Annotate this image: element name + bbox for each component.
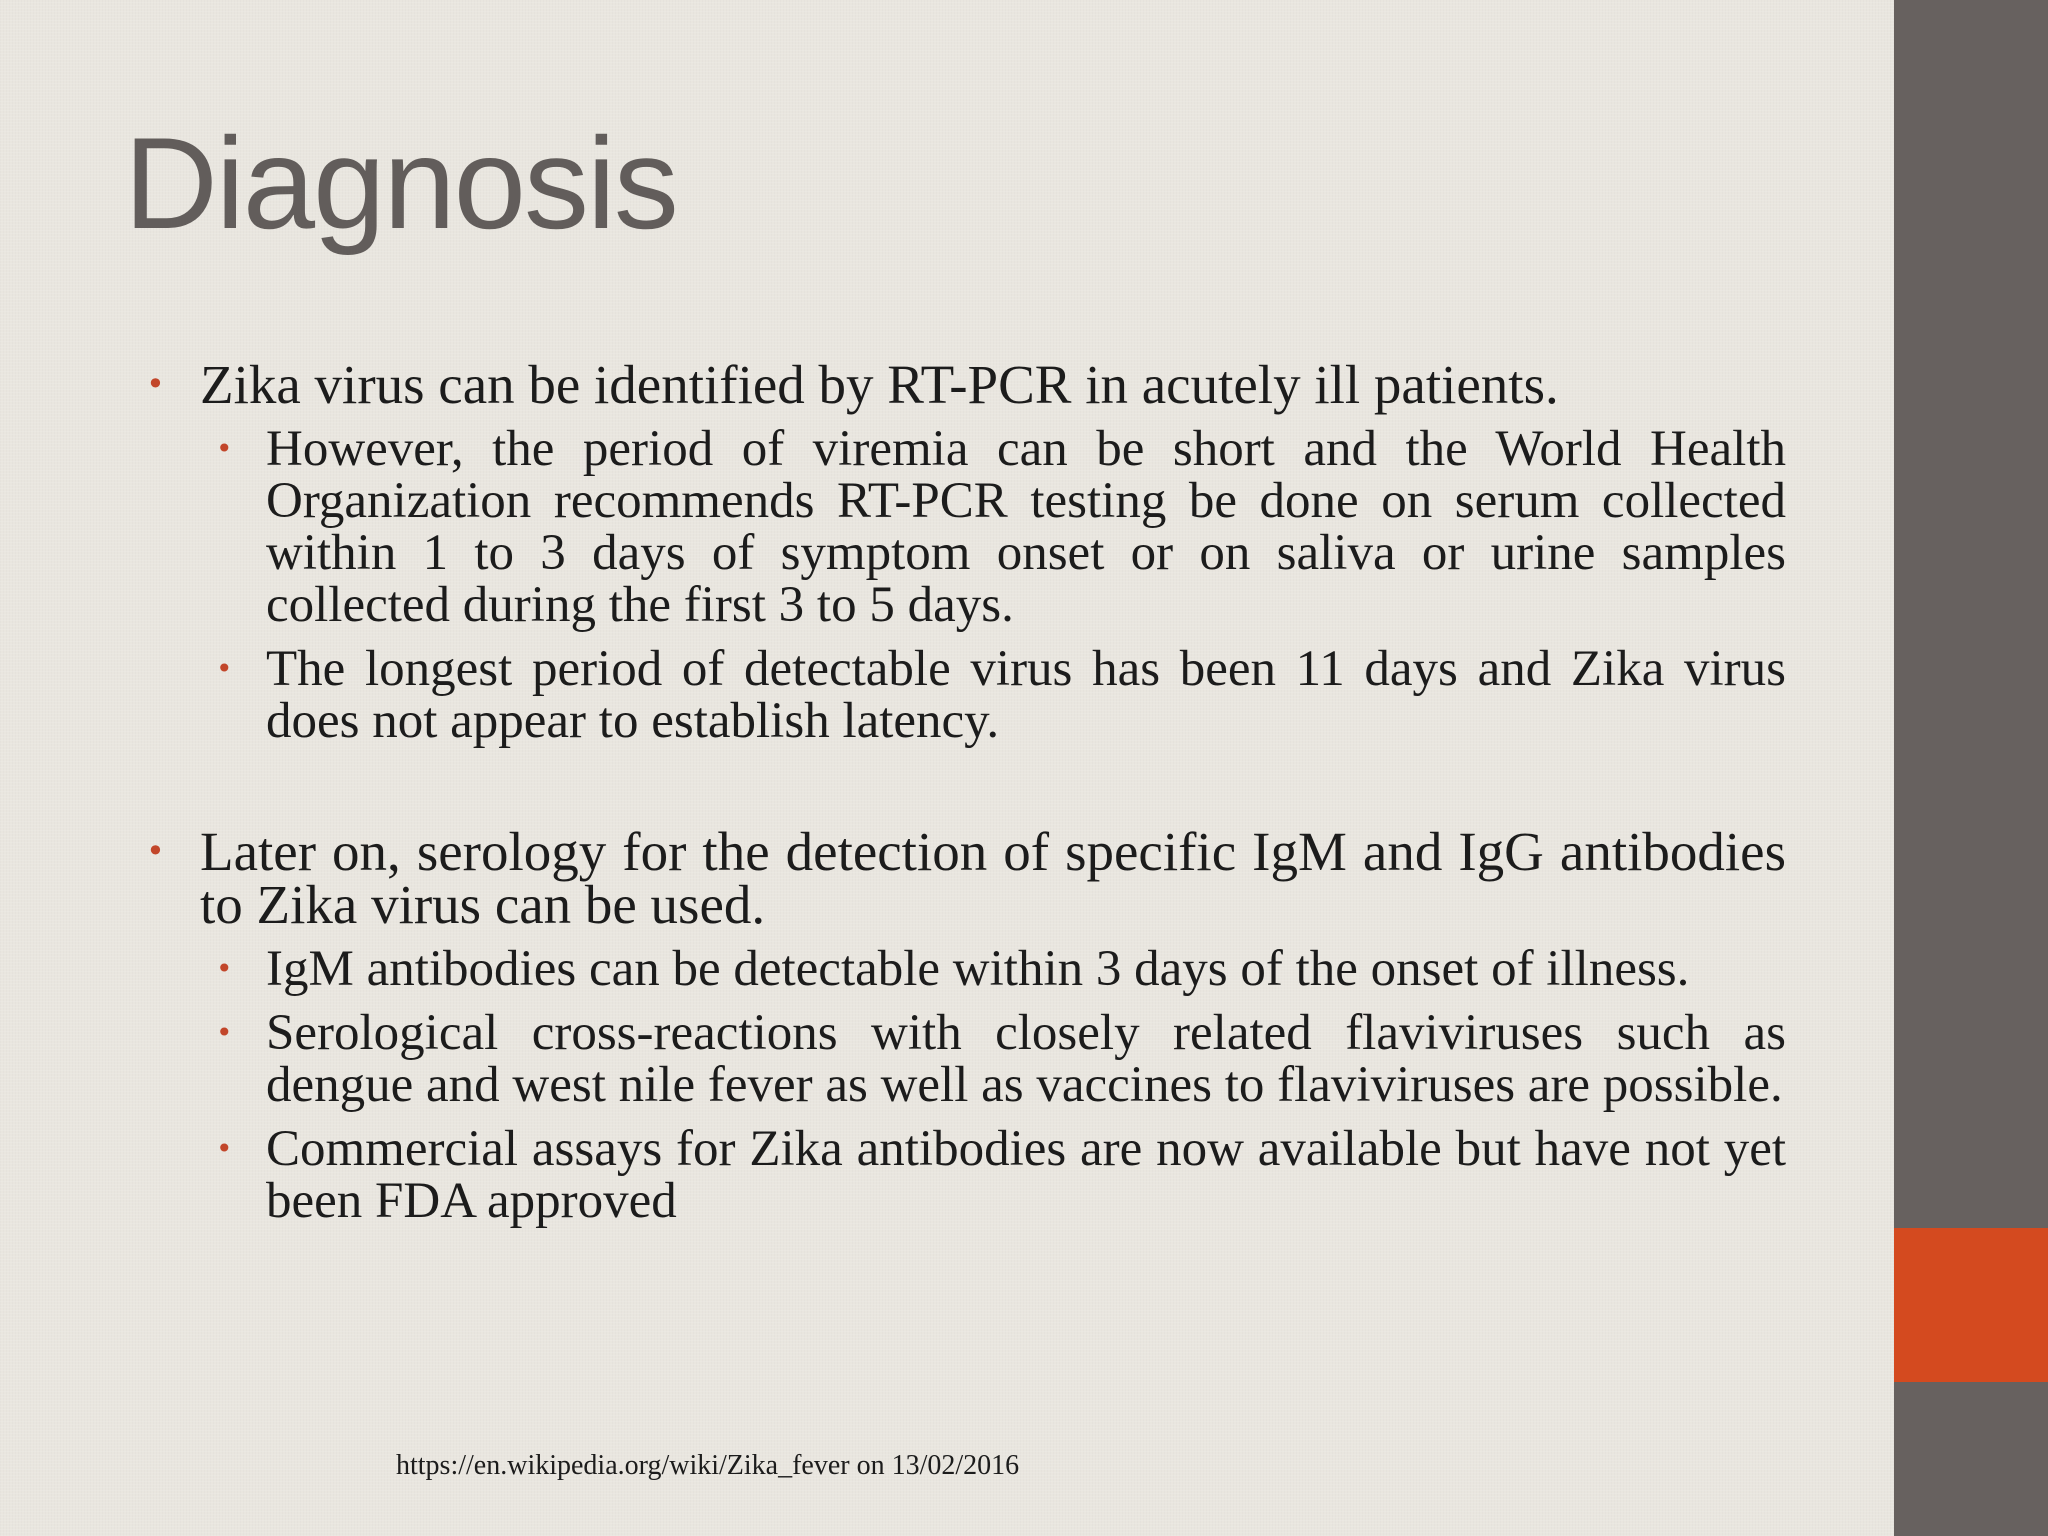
bullet-text: Zika virus can be identified by RT-PCR in acutely ill patients. <box>200 354 1559 415</box>
sub-bullet-item <box>216 641 1786 749</box>
bullet-dot-icon: • <box>146 832 165 870</box>
sub-bullet-item <box>216 1005 1786 1113</box>
bullet-dot-icon: • <box>216 652 233 685</box>
sub-bullet-item <box>216 421 1786 633</box>
bullet-dot-icon: • <box>216 952 233 985</box>
sub-bullet-text: IgM antibodies can be detectable within 3 days of the onset of illness. <box>266 941 1690 997</box>
bullet-item <box>146 354 1786 415</box>
sub-bullet-text: Commercial assays for Zika antibodies are now available but have not yet been FDA approved <box>266 1121 1786 1229</box>
side-accent-block <box>1894 1228 2048 1382</box>
slide-title: Diagnosis <box>124 110 677 256</box>
source-citation: https://en.wikipedia.org/wiki/Zika_fever on 13/02/2016 <box>396 1450 1020 1481</box>
sub-bullet-text: The longest period of detectable virus has been 11 days and Zika virus does not appear to establish latency. <box>266 641 1786 749</box>
sub-bullet-item <box>216 941 1786 997</box>
bullet-item <box>146 821 1786 935</box>
bullet-dot-icon: • <box>216 1132 233 1165</box>
bullet-list <box>146 354 1786 1229</box>
bullet-dot-icon: • <box>216 432 233 465</box>
sub-bullet-text: However, the period of viremia can be short and the World Health Organization recommends RT-PCR testing be done on serum collected within 1 to 3 days of symptom onset or on saliva or urine samples collected during the first 3 to 5 days. <box>266 421 1786 633</box>
sub-bullet-item <box>216 1121 1786 1229</box>
bullet-text: Later on, serology for the detection of specific IgM and IgG antibodies to Zika virus can be used. <box>200 821 1786 935</box>
bullet-dot-icon: • <box>216 1016 233 1049</box>
sub-bullet-text: Serological cross-reactions with closely related flaviviruses such as dengue and west nile fever as well as vaccines to flaviviruses are possible. <box>266 1005 1786 1113</box>
bullet-dot-icon: • <box>146 365 165 403</box>
